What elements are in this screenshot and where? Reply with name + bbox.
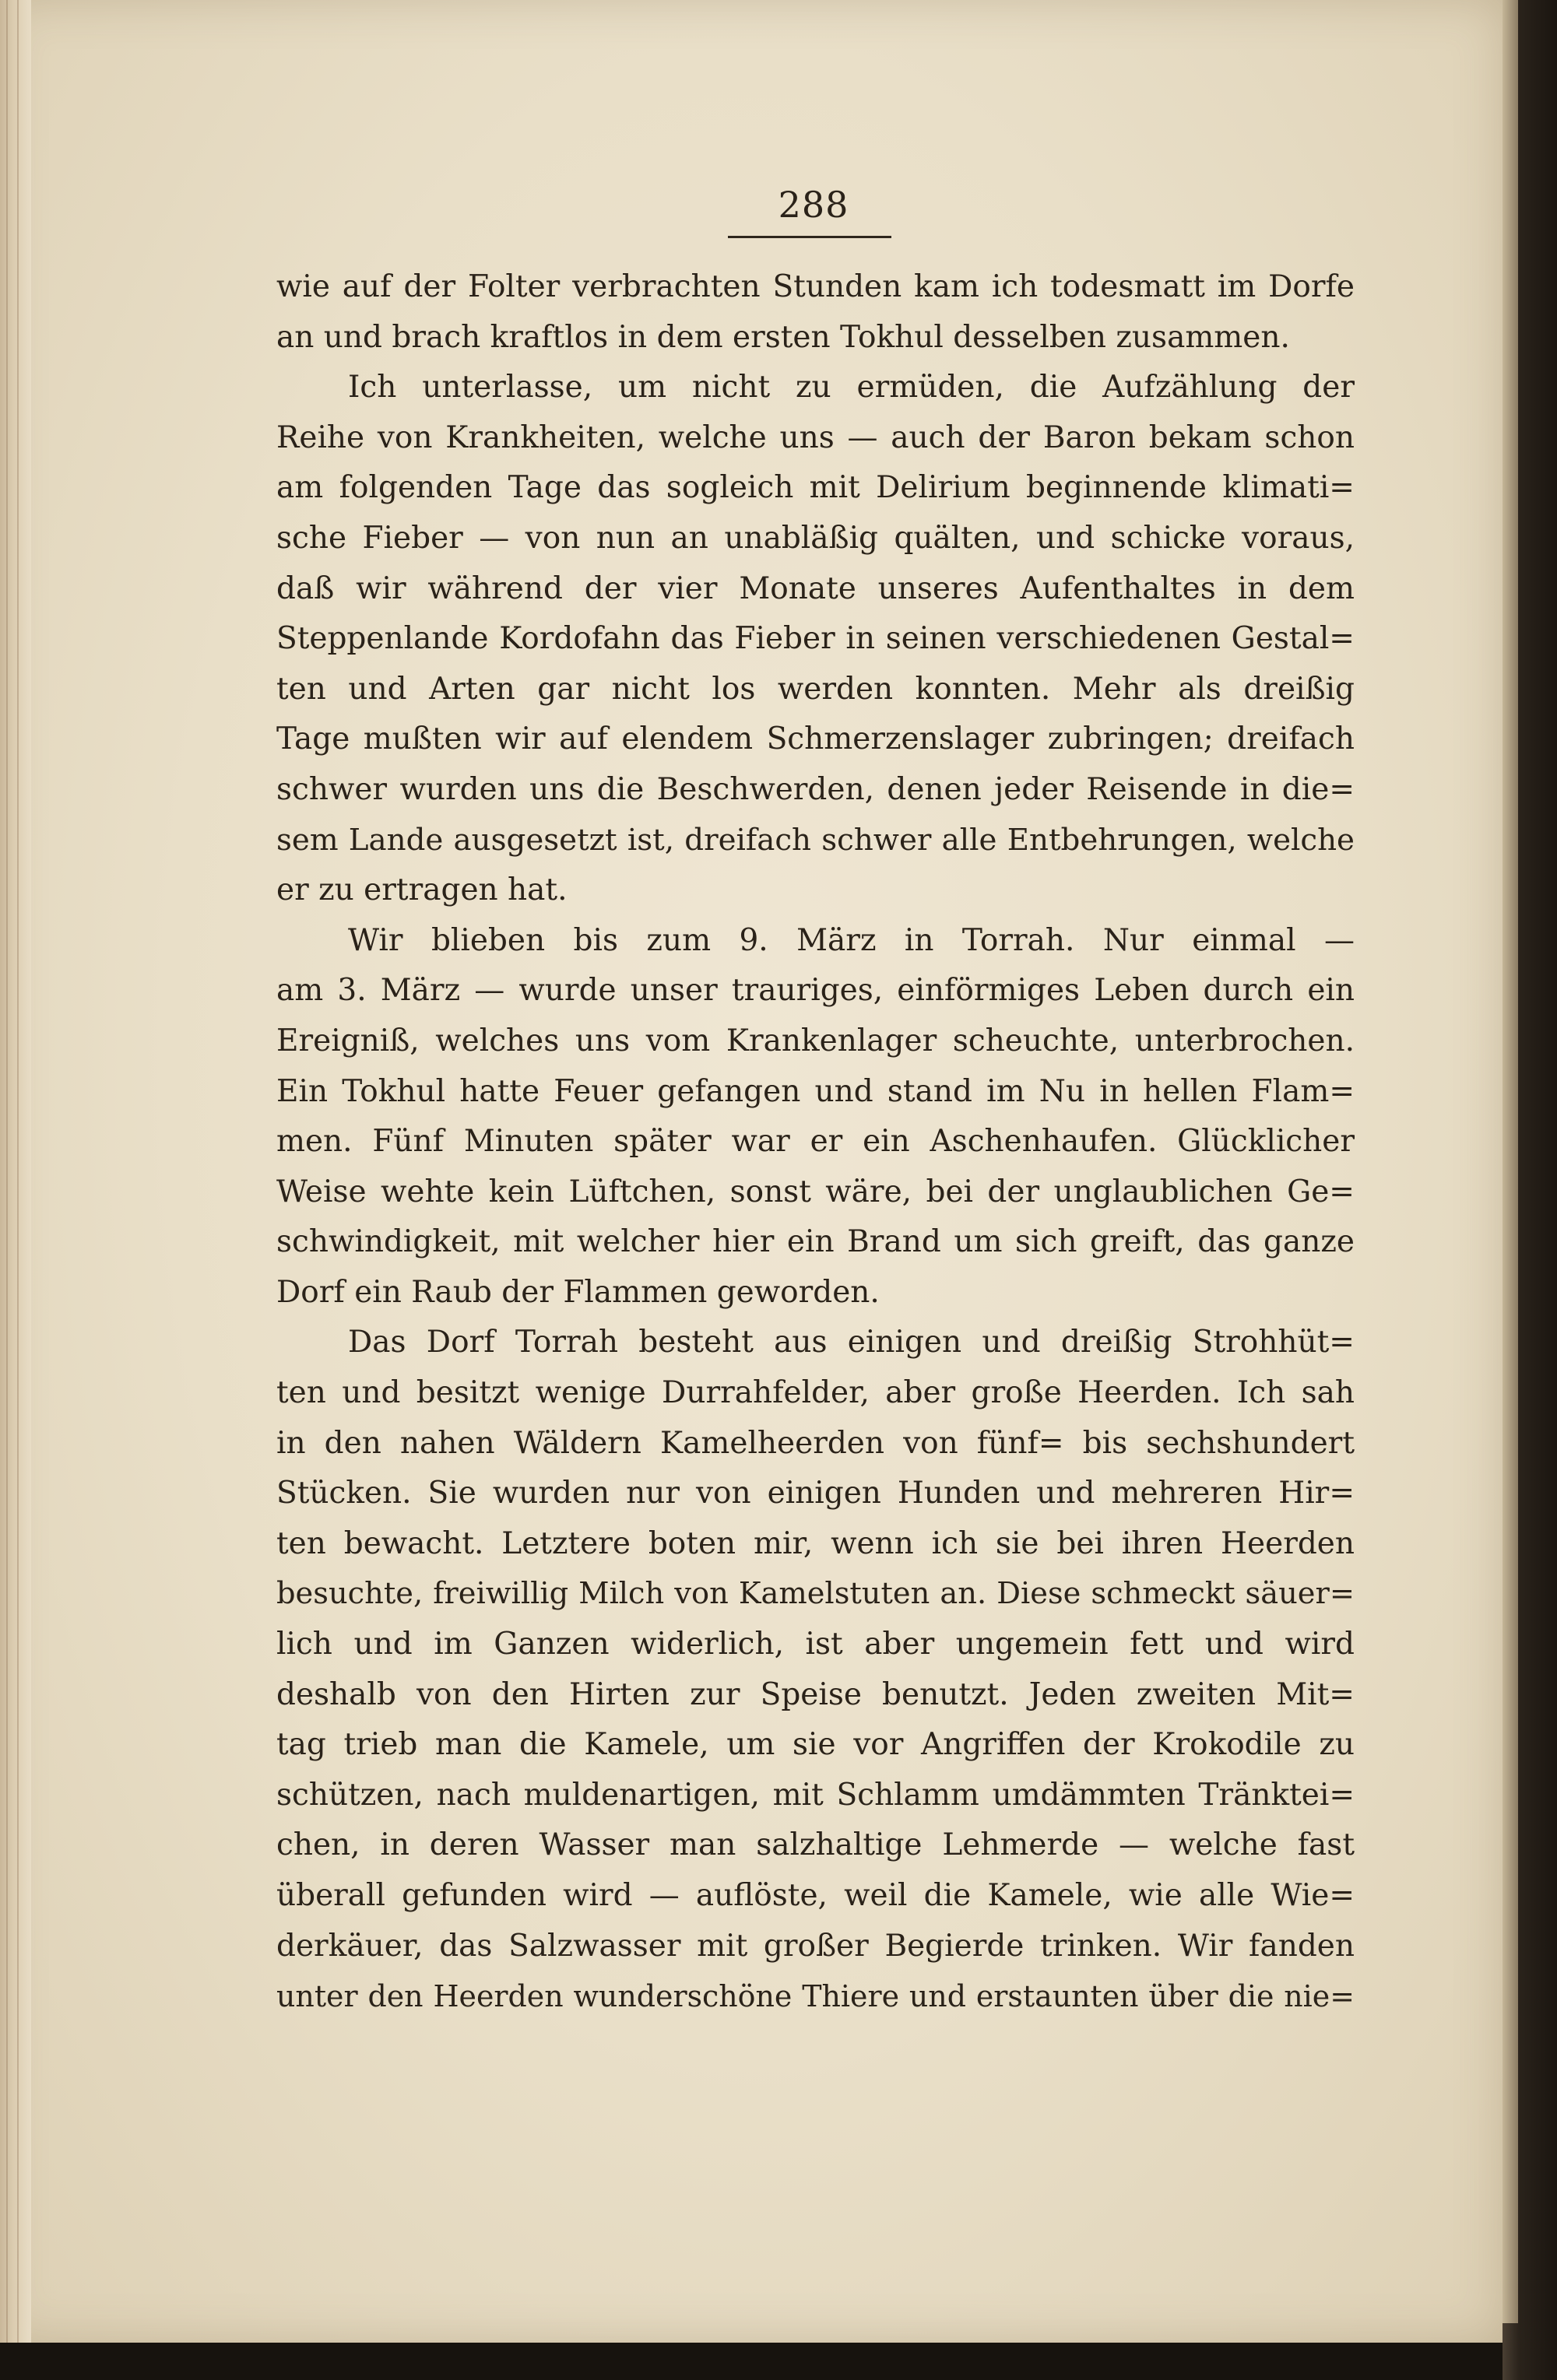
text-line: ten und Arten gar nicht los werden konnten. Mehr als dreißig (276, 671, 1355, 707)
text-line: Ein Tokhul hatte Feuer gefangen und stand im Nu in hellen Flam= (276, 1073, 1355, 1109)
text-line: ten bewacht. Letztere boten mir, wenn ich sie bei ihren Heerden (276, 1525, 1355, 1561)
text-line: schwer wurden uns die Beschwerden, denen jeder Reisende in die= (276, 771, 1355, 807)
text-line: unter den Heerden wunderschöne Thiere und erstaunten über die nie= (276, 1979, 1355, 2014)
text-line: Ich unterlasse, um nicht zu ermüden, die Aufzählung der (348, 370, 1355, 405)
text-line: am 3. März — wurde unser trauriges, einförmiges Leben durch ein (276, 973, 1355, 1009)
text-line: lich und im Ganzen widerlich, ist aber ungemein fett und wird (276, 1627, 1355, 1662)
text-line: Reihe von Krankheiten, welche uns — auch der Baron bekam schon (276, 419, 1355, 455)
text-line: besuchte, freiwillig Milch von Kamelstuten an. Diese schmeckt säuer= (276, 1576, 1355, 1612)
text-line: in den nahen Wäldern Kamelheerden von fünf= bis sechshundert (276, 1425, 1355, 1461)
text-line: Ereigniß, welches uns vom Krankenlager scheuchte, unterbrochen. (276, 1023, 1355, 1058)
text-line: men. Fünf Minuten später war er ein Aschenhaufen. Glücklicher (276, 1124, 1355, 1160)
text-line: Stücken. Sie wurden nur von einigen Hunden und mehreren Hir= (276, 1476, 1355, 1511)
text-line: wie auf der Folter verbrachten Stunden kam ich todesmatt im Dorfe (276, 269, 1355, 304)
text-line: ten und besitzt wenige Durrahfelder, aber große Heerden. Ich sah (276, 1375, 1355, 1411)
text-line: Tage mußten wir auf elendem Schmerzenslager zubringen; dreifach (276, 721, 1355, 757)
text-line: er zu ertragen hat. (276, 872, 568, 908)
page-edge (1503, 0, 1557, 2380)
scan-bottom-edge (0, 2343, 1503, 2380)
text-line: tag trieb man die Kamele, um sie vor Angriffen der Krokodile zu (276, 1727, 1355, 1763)
page-number: 288 (778, 184, 849, 226)
text-line: chen, in deren Wasser man salzhaltige Lehmerde — welche fast (276, 1827, 1355, 1863)
text-line: schwindigkeit, mit welcher hier ein Brand um sich greift, das ganze (276, 1224, 1355, 1260)
text-line: überall gefunden wird — auflöste, weil die Kamele, wie alle Wie= (276, 1878, 1355, 1913)
text-line: daß wir während der vier Monate unseres Aufenthaltes in dem (276, 570, 1355, 606)
gutter-line (17, 0, 19, 2343)
text-line: am folgenden Tage das sogleich mit Delirium beginnende klimati= (276, 470, 1355, 506)
text-line: an und brach kraftlos in dem ersten Tokhul desselben zusammen. (276, 319, 1290, 355)
text-line: Das Dorf Torrah besteht aus einigen und dreißig Strohhüt= (348, 1325, 1355, 1360)
page-gutter (0, 0, 31, 2343)
gutter-line (6, 0, 8, 2343)
page-number-rule (728, 236, 891, 238)
text-line: Dorf ein Raub der Flammen geworden. (276, 1274, 880, 1310)
text-line: sche Fieber — von nun an unabläßig quälten, und schicke voraus, (276, 520, 1355, 556)
text-line: schützen, nach muldenartigen, mit Schlamm umdämmten Tränktei= (276, 1777, 1355, 1813)
text-line: Weise wehte kein Lüftchen, sonst wäre, bei der unglaublichen Ge= (276, 1174, 1355, 1209)
text-line: sem Lande ausgesetzt ist, dreifach schwer alle Entbehrungen, welche (276, 822, 1355, 858)
text-line: Wir blieben bis zum 9. März in Torrah. Nur einmal — (348, 922, 1355, 958)
text-line: deshalb von den Hirten zur Speise benutzt. Jeden zweiten Mit= (276, 1676, 1355, 1712)
text-line: Steppenlande Kordofahn das Fieber in seinen verschiedenen Gestal= (276, 621, 1355, 657)
text-line: derkäuer, das Salzwasser mit großer Begierde trinken. Wir fanden (276, 1928, 1355, 1964)
body-text (276, 262, 1355, 2022)
